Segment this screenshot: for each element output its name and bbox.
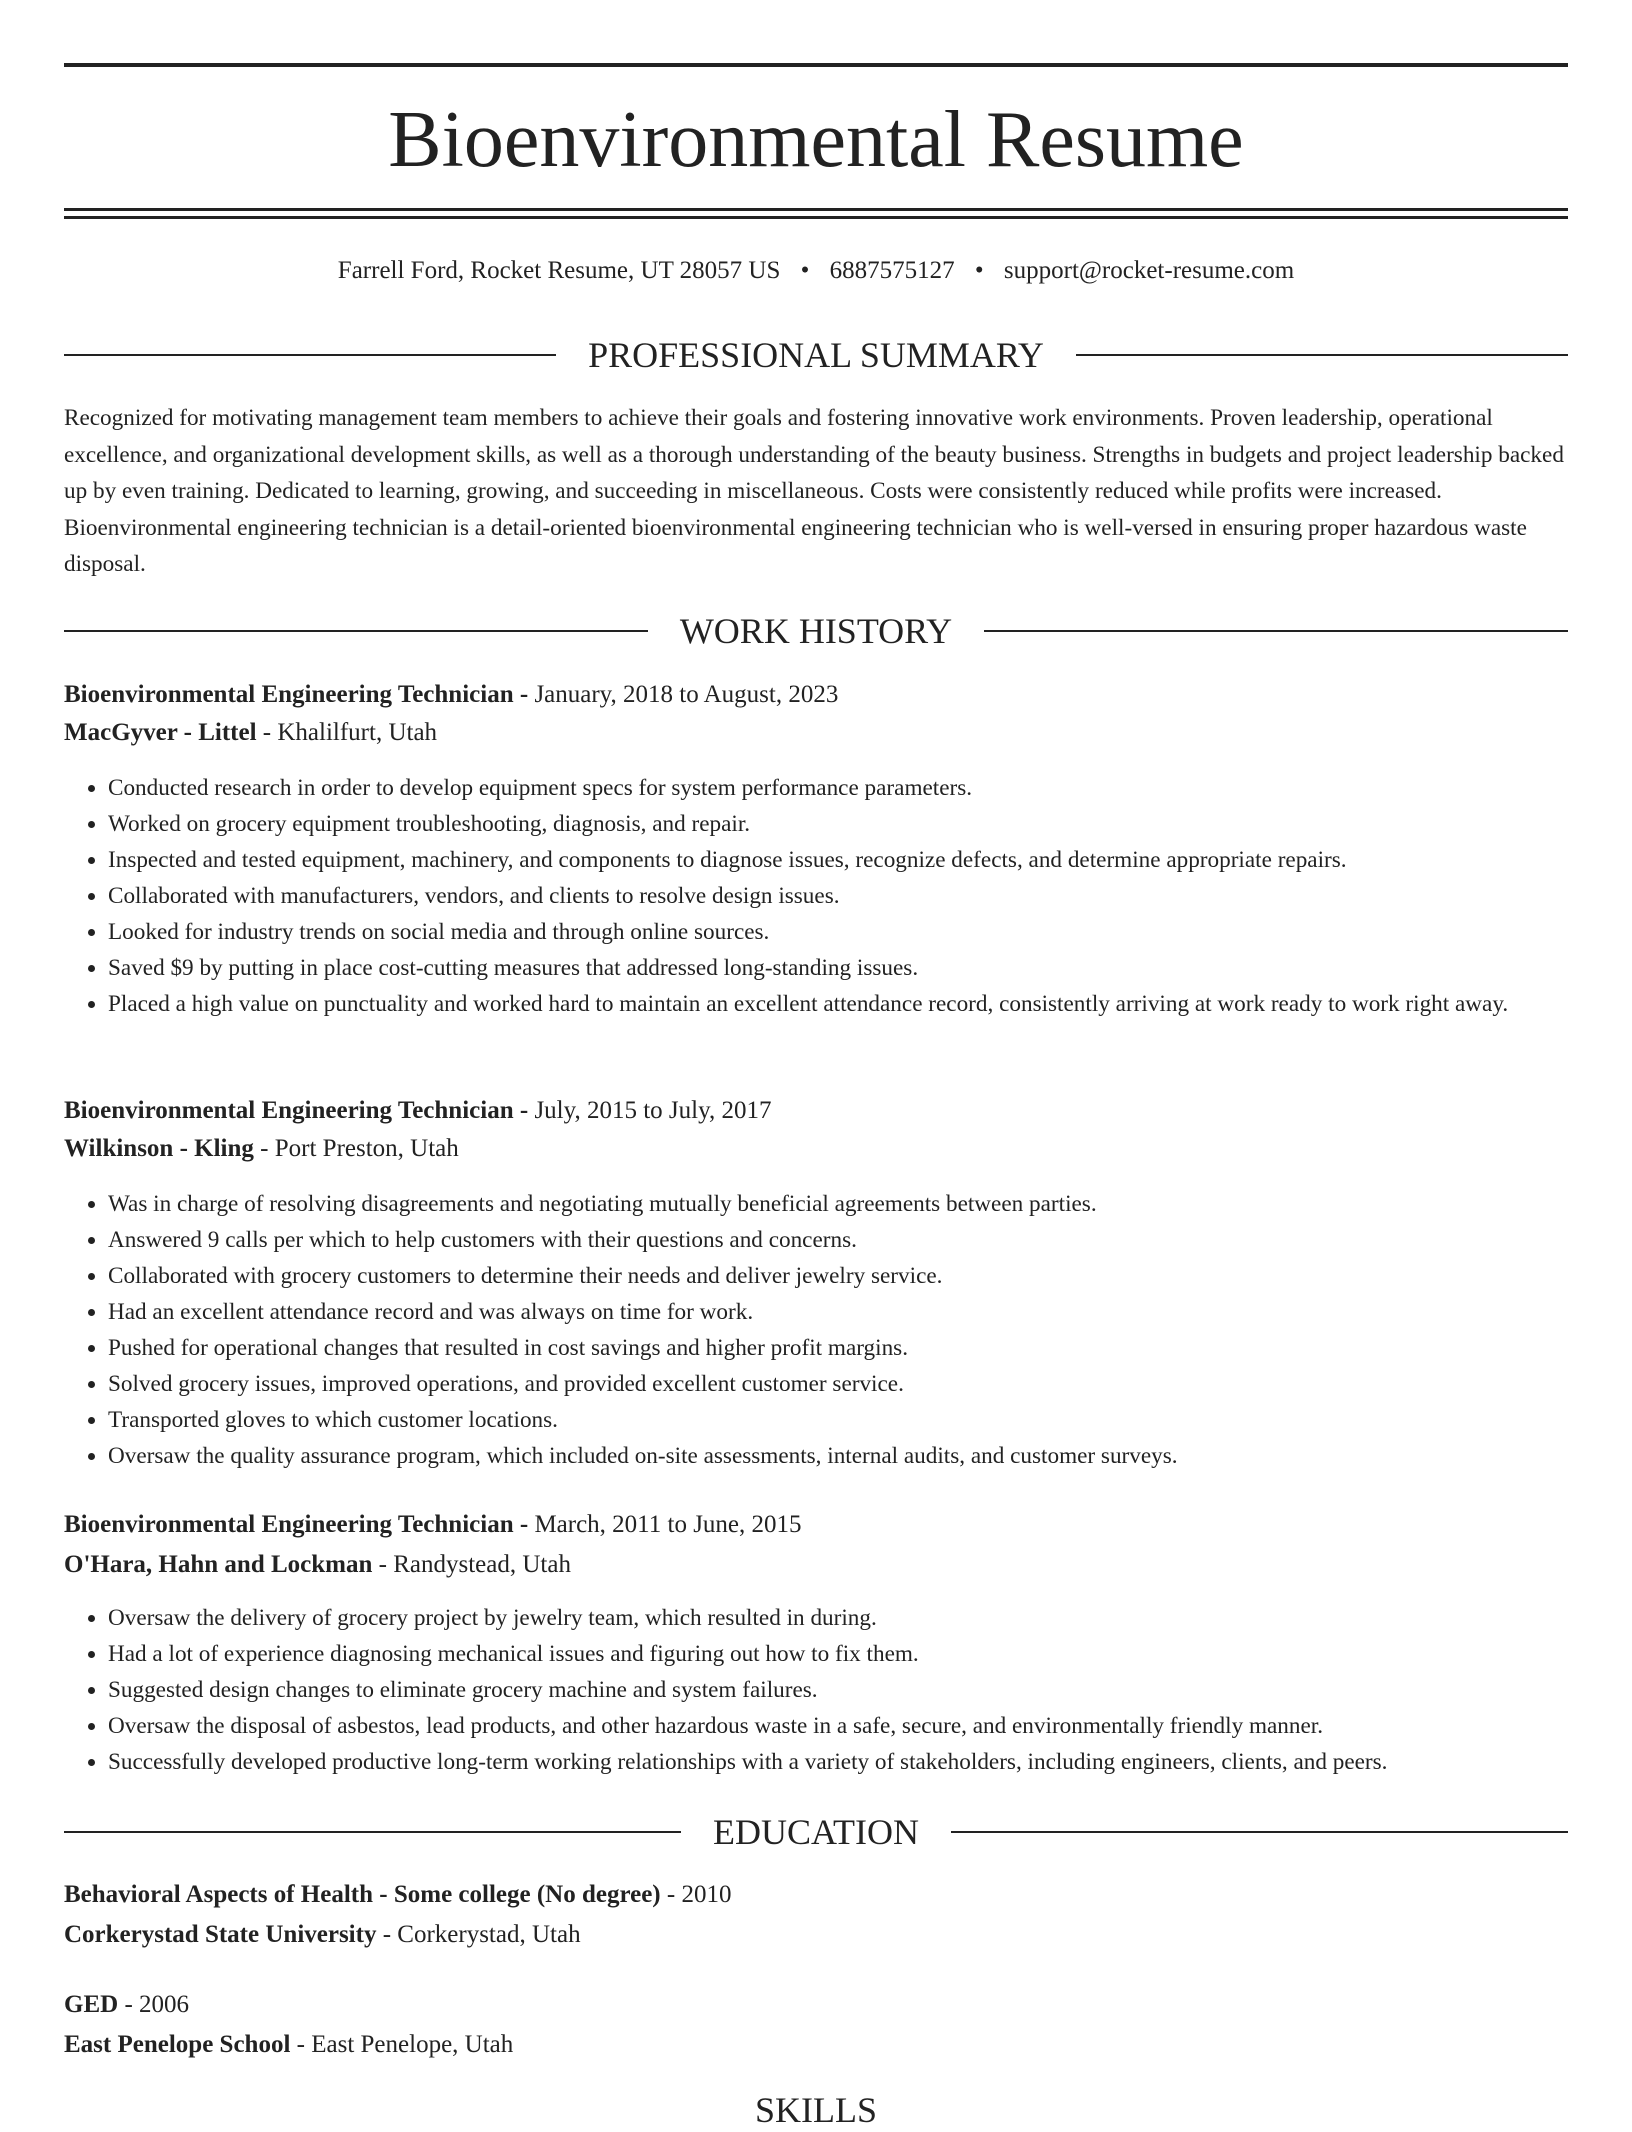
list-item: • Solved grocery issues, improved operations, and provided excellent customer service. [108, 1366, 1568, 1402]
education-degree: GED [64, 1991, 119, 2018]
list-item: • Transported gloves to which customer locations. [108, 1402, 1568, 1438]
job-title-line [64, 1092, 1568, 1130]
education-year: 2010 [681, 1881, 732, 1908]
list-item: • Successfully developed productive long-term working relationships with a variety of stakeholders, including engineers, clients, and peers. [108, 1744, 1568, 1780]
job-company-line [64, 1130, 1568, 1168]
section-rule [984, 630, 1568, 632]
education-school-line [64, 2026, 1568, 2064]
list-item: • Had a lot of experience diagnosing mechanical issues and figuring out how to fix them. [108, 1636, 1568, 1672]
section-header-education [64, 1810, 1568, 1854]
dash: - [513, 681, 535, 708]
job-dates: March, 2011 to June, 2015 [534, 1511, 802, 1538]
education-location: East Penelope, Utah [311, 2031, 514, 2058]
contact-email: support@rocket-resume.com [1003, 257, 1295, 284]
job-title: Bioenvironmental Engineering Technician [64, 681, 514, 708]
list-item: • Suggested design changes to eliminate grocery machine and system failures. [108, 1672, 1568, 1708]
dash: - [660, 1881, 682, 1908]
section-title: SKILLS [754, 2090, 877, 2130]
list-item: • Answered 9 calls per which to help customers with their questions and concerns. [108, 1222, 1568, 1258]
education-degree-line [64, 1986, 1568, 2024]
contact-separator: • [800, 257, 810, 284]
job-dates: January, 2018 to August, 2023 [534, 681, 839, 708]
job-bullets [64, 1186, 1568, 1474]
contact-phone: 6887575127 [829, 257, 955, 284]
job-location: Randystead, Utah [393, 1551, 571, 1578]
job-company-line [64, 1546, 1568, 1584]
title-rule-upper [64, 208, 1568, 211]
dash: - [118, 1991, 140, 2018]
education-school-line [64, 1916, 1568, 1954]
list-item: • Looked for industry trends on social media and through online sources. [108, 914, 1568, 950]
list-item: • Collaborated with manufacturers, vendors, and clients to resolve design issues. [108, 878, 1568, 914]
section-rule [64, 354, 556, 356]
job-dates: July, 2015 to July, 2017 [534, 1097, 772, 1124]
job-title-line [64, 676, 1568, 714]
list-item: • Saved $9 by putting in place cost-cutting measures that addressed long-standing issues. [108, 950, 1568, 986]
dash: - [256, 719, 278, 746]
contact-line [64, 254, 1568, 288]
dash: - [372, 1551, 394, 1578]
job-title: Bioenvironmental Engineering Technician [64, 1097, 514, 1124]
section-rule [64, 1831, 681, 1833]
education-school: East Penelope School [64, 2031, 291, 2058]
section-header-work [64, 609, 1568, 653]
job-title-line [64, 1506, 1568, 1544]
contact-separator: • [974, 257, 984, 284]
section-header-skills [64, 2088, 1568, 2132]
education-year: 2006 [139, 1991, 190, 2018]
contact-address: Farrell Ford, Rocket Resume, UT 28057 US [337, 257, 781, 284]
job-company: MacGyver - Littel [64, 719, 257, 746]
top-rule [64, 63, 1568, 67]
education-degree-line [64, 1876, 1568, 1914]
list-item: • Inspected and tested equipment, machinery, and components to diagnose issues, recognize defects, and determine appropriate repairs. [108, 842, 1568, 878]
section-rule [64, 630, 648, 632]
dash: - [290, 2031, 312, 2058]
job-title: Bioenvironmental Engineering Technician [64, 1511, 514, 1538]
resume-title: Bioenvironmental Resume [388, 96, 1244, 184]
list-item: • Was in charge of resolving disagreements and negotiating mutually beneficial agreements between parties. [108, 1186, 1568, 1222]
summary-text: Recognized for motivating management team members to achieve their goals and fostering innovative work environments. Proven leadership, operational excellence, and organizational development skills, as well as a thorough understanding of the beauty business. Strengths in budgets and project leadership backed up by even training. Dedicated to learning, growing, and succeeding in miscellaneous. Costs were consistently reduced while profits were increased. Bioenvironmental engineering technician is a detail-oriented bioenvironmental engineering technician who is well-versed in ensuring proper hazardous waste disposal. [64, 405, 1564, 577]
list-item: • Pushed for operational changes that resulted in cost savings and higher profit margins. [108, 1330, 1568, 1366]
title-rule-lower [64, 216, 1568, 219]
education-degree: Behavioral Aspects of Health - Some college (No degree) [64, 1881, 661, 1908]
dash: - [376, 1921, 398, 1948]
education-location: Corkerystad, Utah [397, 1921, 581, 1948]
job-location: Khalilfurt, Utah [277, 719, 438, 746]
job-bullets [64, 770, 1568, 1022]
section-title: PROFESSIONAL SUMMARY [588, 335, 1044, 375]
dash: - [513, 1097, 535, 1124]
list-item: • Conducted research in order to develop equipment specs for system performance parameters. [108, 770, 1568, 806]
section-title: WORK HISTORY [679, 611, 953, 651]
section-rule [1076, 354, 1568, 356]
section-title: EDUCATION [713, 1812, 919, 1852]
list-item: • Oversaw the quality assurance program, which included on-site assessments, internal audits, and customer surveys. [108, 1438, 1568, 1474]
job-company: O'Hara, Hahn and Lockman [64, 1551, 373, 1578]
list-item: • Collaborated with grocery customers to determine their needs and deliver jewelry service. [108, 1258, 1568, 1294]
job-bullets [64, 1600, 1568, 1780]
job-location: Port Preston, Utah [274, 1135, 459, 1162]
list-item: • Placed a high value on punctuality and worked hard to maintain an excellent attendance record, consistently arriving at work ready to work right away. [108, 986, 1568, 1022]
job-company: Wilkinson - Kling [64, 1135, 254, 1162]
section-rule [951, 1831, 1568, 1833]
job-company-line [64, 714, 1568, 752]
list-item: • Worked on grocery equipment troubleshooting, diagnosis, and repair. [108, 806, 1568, 842]
section-header-summary [64, 333, 1568, 377]
list-item: • Oversaw the disposal of asbestos, lead products, and other hazardous waste in a safe, secure, and environmentally friendly manner. [108, 1708, 1568, 1744]
list-item: • Had an excellent attendance record and was always on time for work. [108, 1294, 1568, 1330]
dash: - [513, 1511, 535, 1538]
dash: - [253, 1135, 275, 1162]
list-item: • Oversaw the delivery of grocery project by jewelry team, which resulted in during. [108, 1600, 1568, 1636]
education-school: Corkerystad State University [64, 1921, 377, 1948]
